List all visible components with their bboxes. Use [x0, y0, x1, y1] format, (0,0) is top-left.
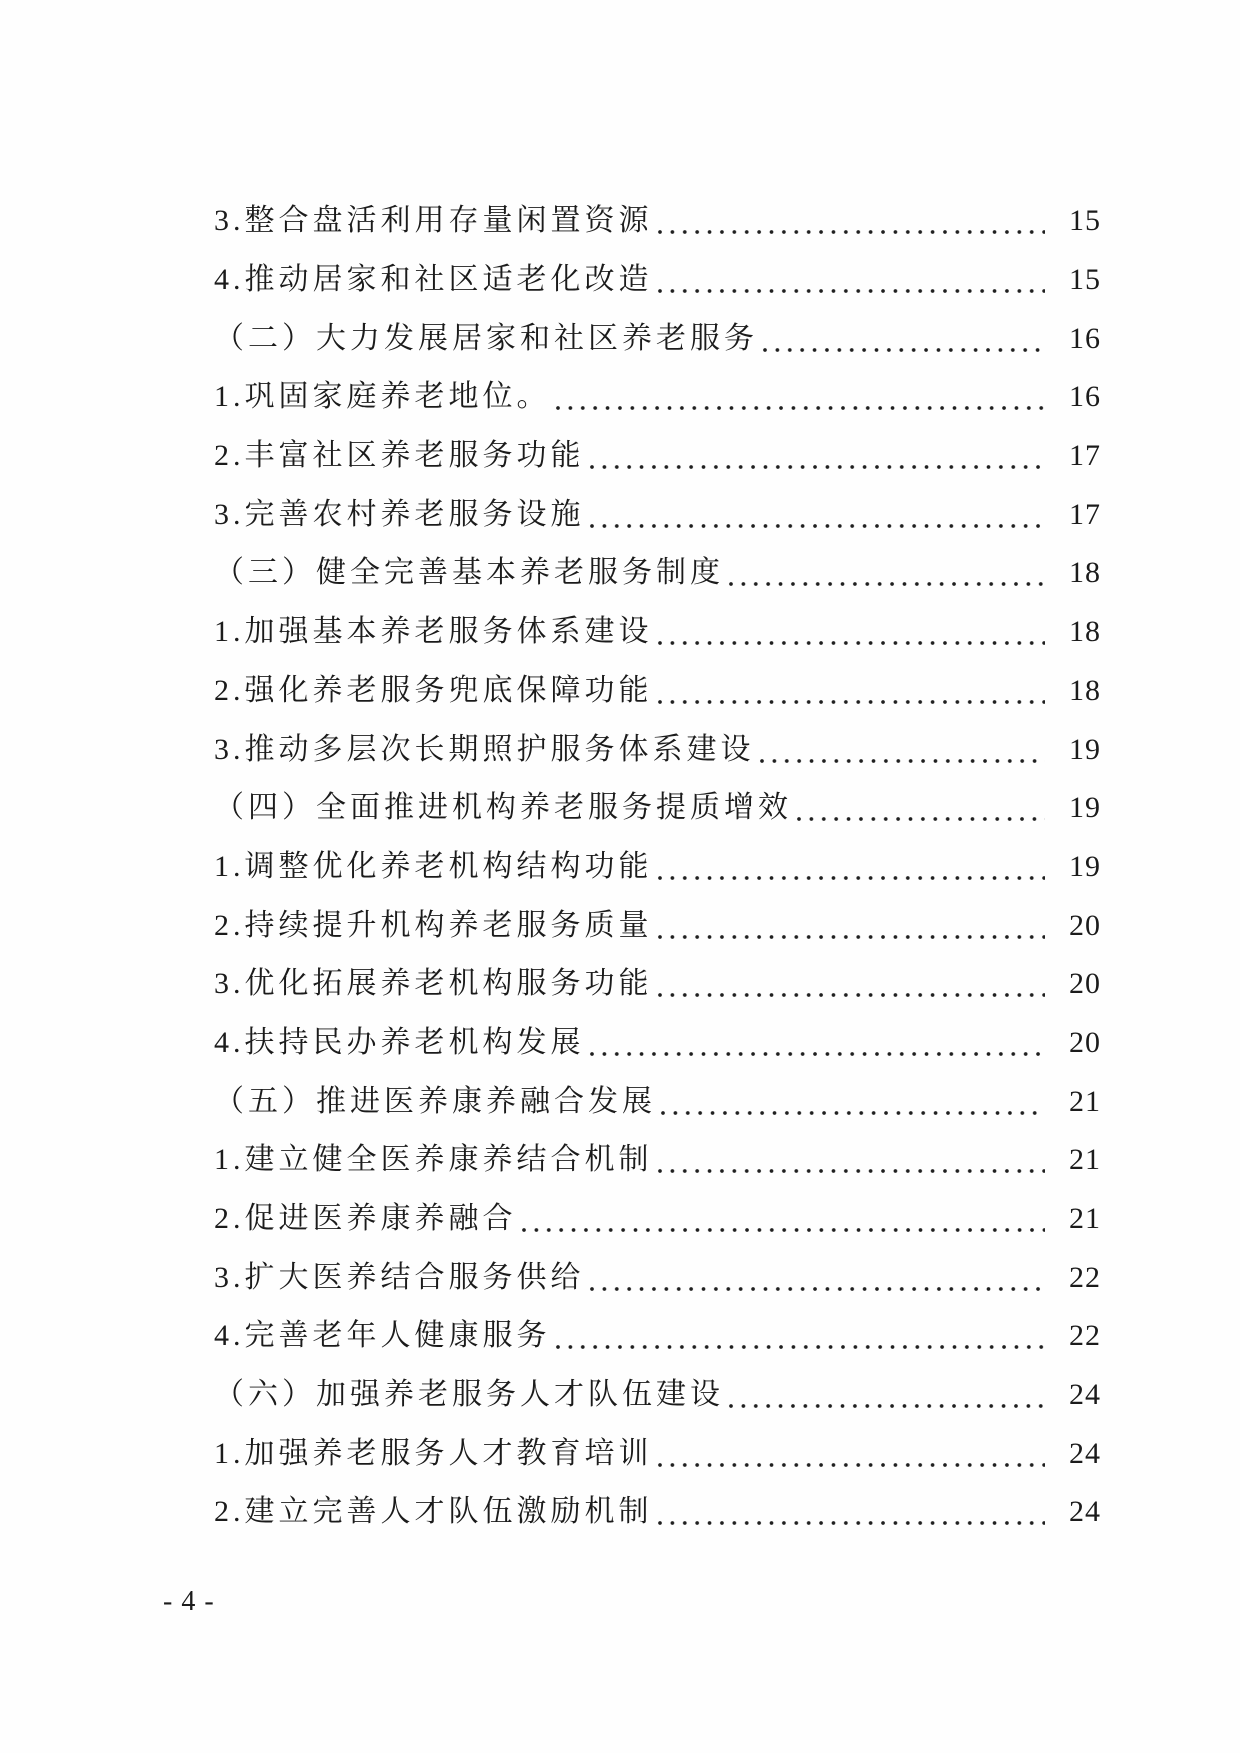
toc-entry — [214, 1248, 1101, 1307]
toc-entry — [214, 427, 1101, 486]
dot-leader — [589, 1051, 1046, 1057]
toc-entry — [214, 603, 1101, 662]
dot-leader — [657, 1520, 1046, 1526]
dot-leader — [657, 934, 1046, 940]
toc-entry — [214, 955, 1101, 1014]
toc-entry — [214, 1190, 1101, 1249]
toc-entry-title: 4.扶持民办养老机构发展 — [214, 1025, 585, 1059]
toc-entry-page: 22 — [1069, 1319, 1101, 1353]
toc-entry — [214, 896, 1101, 955]
toc-entry-page: 24 — [1069, 1436, 1101, 1470]
toc-entry-title: 1.调整优化养老机构结构功能 — [214, 849, 653, 883]
toc-entry-title: 4.完善老年人健康服务 — [214, 1319, 551, 1353]
toc-entry — [214, 1014, 1101, 1073]
toc-entry-page: 18 — [1069, 673, 1101, 707]
toc-entry-title: 2.建立完善人才队伍激励机制 — [214, 1495, 653, 1529]
dot-leader — [657, 288, 1046, 294]
toc-section-entry — [214, 1072, 1101, 1131]
dot-leader — [796, 816, 1045, 822]
toc-entry-title: 3.推动多层次长期照护服务体系建设 — [214, 732, 755, 766]
toc-entry-page: 18 — [1069, 556, 1101, 590]
toc-entry — [214, 192, 1101, 251]
dot-leader — [657, 640, 1046, 646]
toc-entry-title: 2.持续提升机构养老服务质量 — [214, 908, 653, 942]
toc-entry-title: 2.促进医养康养融合 — [214, 1202, 517, 1236]
toc-entry — [214, 368, 1101, 427]
toc-entry-page: 19 — [1069, 732, 1101, 766]
toc-entry-title: 2.强化养老服务兜底保障功能 — [214, 673, 653, 707]
toc-entry — [214, 251, 1101, 310]
toc-entry-page: 21 — [1069, 1143, 1101, 1177]
dot-leader — [657, 992, 1046, 998]
toc-entry-page: 19 — [1069, 849, 1101, 883]
toc-entry-page: 15 — [1069, 204, 1101, 238]
toc-entry-page: 21 — [1069, 1084, 1101, 1118]
dot-leader — [555, 405, 1046, 411]
toc-entry-page: 20 — [1069, 967, 1101, 1001]
page-number: - 4 - — [163, 1586, 215, 1617]
toc-section-entry — [214, 779, 1101, 838]
toc-section-title: （二）大力发展居家和社区养老服务 — [214, 321, 758, 355]
toc-entry-page: 24 — [1069, 1495, 1101, 1529]
toc-section-title: （四）全面推进机构养老服务提质增效 — [214, 791, 792, 825]
toc-entry-page: 20 — [1069, 908, 1101, 942]
table-of-contents — [214, 192, 1101, 1542]
dot-leader — [728, 1403, 1045, 1409]
toc-section-entry — [214, 544, 1101, 603]
toc-entry — [214, 1483, 1101, 1542]
toc-entry-title: 3.完善农村养老服务设施 — [214, 497, 585, 531]
dot-leader — [657, 1168, 1046, 1174]
toc-entry-page: 19 — [1069, 791, 1101, 825]
dot-leader — [657, 875, 1046, 881]
toc-entry — [214, 1307, 1101, 1366]
toc-entry — [214, 1131, 1101, 1190]
dot-leader — [657, 699, 1046, 705]
toc-section-title: （三）健全完善基本养老服务制度 — [214, 556, 724, 590]
dot-leader — [555, 1344, 1046, 1350]
toc-section-title: （五）推进医养康养融合发展 — [214, 1084, 656, 1118]
dot-leader — [589, 523, 1046, 529]
dot-leader — [728, 581, 1045, 587]
toc-entry-title: 4.推动居家和社区适老化改造 — [214, 263, 653, 297]
dot-leader — [589, 1286, 1046, 1292]
toc-entry-title: 2.丰富社区养老服务功能 — [214, 439, 585, 473]
toc-entry-title: 3.扩大医养结合服务供给 — [214, 1260, 585, 1294]
toc-entry-title: 1.建立健全医养康养结合机制 — [214, 1143, 653, 1177]
toc-entry-page: 18 — [1069, 615, 1101, 649]
toc-entry-title: 1.巩固家庭养老地位。 — [214, 380, 551, 414]
toc-entry — [214, 720, 1101, 779]
dot-leader — [657, 1462, 1046, 1468]
dot-leader — [521, 1227, 1046, 1233]
toc-entry-page: 22 — [1069, 1260, 1101, 1294]
toc-entry-page: 17 — [1069, 439, 1101, 473]
toc-entry-page: 17 — [1069, 497, 1101, 531]
toc-entry-title: 1.加强基本养老服务体系建设 — [214, 615, 653, 649]
toc-entry-title: 1.加强养老服务人才教育培训 — [214, 1436, 653, 1470]
toc-section-entry — [214, 1366, 1101, 1425]
dot-leader — [589, 464, 1046, 470]
toc-entry-page: 16 — [1069, 380, 1101, 414]
toc-entry-page: 15 — [1069, 263, 1101, 297]
toc-entry-page: 20 — [1069, 1025, 1101, 1059]
dot-leader — [759, 758, 1046, 764]
toc-entry — [214, 485, 1101, 544]
toc-entry-page: 21 — [1069, 1202, 1101, 1236]
toc-entry-page: 16 — [1069, 321, 1101, 355]
toc-section-title: （六）加强养老服务人才队伍建设 — [214, 1378, 724, 1412]
toc-section-entry — [214, 309, 1101, 368]
toc-entry-title: 3.优化拓展养老机构服务功能 — [214, 967, 653, 1001]
dot-leader — [762, 347, 1045, 353]
dot-leader — [660, 1110, 1045, 1116]
toc-entry — [214, 838, 1101, 897]
toc-entry-title: 3.整合盘活利用存量闲置资源 — [214, 204, 653, 238]
toc-entry-page: 24 — [1069, 1378, 1101, 1412]
toc-entry — [214, 1424, 1101, 1483]
toc-entry — [214, 662, 1101, 721]
dot-leader — [657, 229, 1046, 235]
